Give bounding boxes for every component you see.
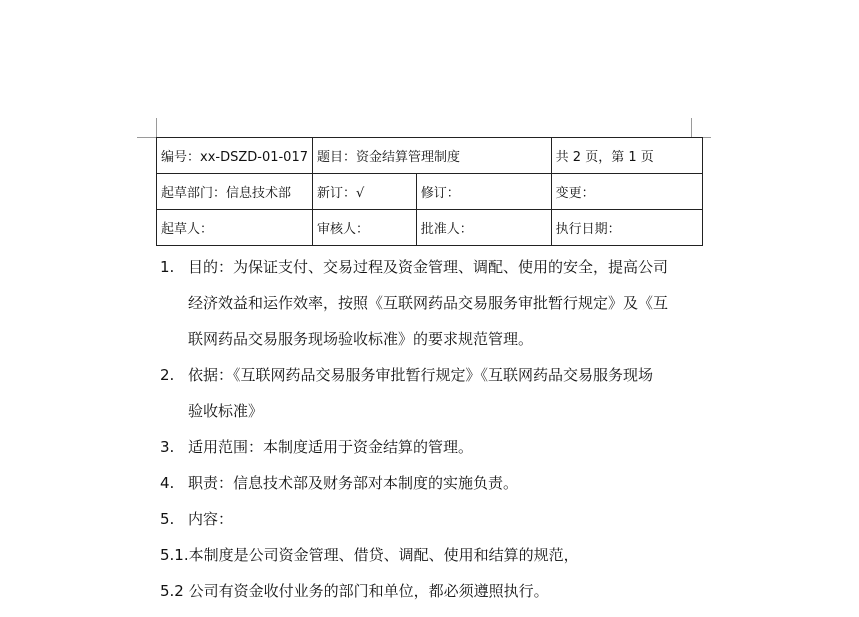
header-row-1: [157, 138, 703, 174]
item-text: 目的：为保证支付、交易过程及资金管理、调配、使用的安全，提高公司: [188, 258, 669, 276]
page-count-cell: 共 2 页，第 1 页: [551, 138, 702, 174]
item-number: 2.: [160, 366, 175, 384]
reviewer-cell: 审核人：: [313, 210, 417, 246]
paragraph-3: [160, 432, 720, 468]
item-number: 5.: [160, 510, 175, 528]
paragraph-5-1: 5.1.本制度是公司资金管理、借贷、调配、使用和结算的规范，: [160, 546, 579, 564]
item-text: 依据：《互联网药品交易服务审批暂行规定》《互联网药品交易服务现场: [188, 366, 654, 384]
paragraph-4: [160, 468, 720, 504]
exec-date-cell: 执行日期：: [551, 210, 702, 246]
crop-mark-left-vertical: [156, 118, 157, 137]
paragraph-5: [160, 504, 720, 540]
paragraph-1-line-1: [160, 252, 720, 288]
document-header-table: [156, 137, 703, 246]
item-text: 适用范围：本制度适用于资金结算的管理。: [188, 438, 474, 456]
item-number: 4.: [160, 474, 175, 492]
doc-title-cell: 题目：资金结算管理制度: [313, 138, 552, 174]
paragraph-2-line-1: [160, 360, 720, 396]
change-cell: 变更：: [551, 174, 702, 210]
header-row-3: [157, 210, 703, 246]
document-body: [160, 252, 720, 612]
crop-mark-left-horizontal: [137, 137, 156, 138]
paragraph-5-2: 5.2 公司有资金收付业务的部门和单位，都必须遵照执行。: [160, 582, 549, 600]
crop-mark-right-vertical: [691, 118, 692, 137]
item-number: 1.: [160, 258, 175, 276]
paragraph-2-line-2: 验收标准》: [188, 402, 264, 420]
item-text: 职责：信息技术部及财务部对本制度的实施负责。: [188, 474, 519, 492]
approver-cell: 批准人：: [416, 210, 551, 246]
drafter-cell: 起草人：: [157, 210, 313, 246]
revise-cell: 修订：: [416, 174, 551, 210]
header-row-2: [157, 174, 703, 210]
new-order-cell: 新订：√: [313, 174, 417, 210]
paragraph-1-line-3: 联网药品交易服务现场验收标准》的要求规范管理。: [188, 330, 534, 348]
doc-code-cell: 编号：xx-DSZD-01-017: [157, 138, 313, 174]
draft-dept-cell: 起草部门：信息技术部: [157, 174, 313, 210]
item-number: 3.: [160, 438, 175, 456]
paragraph-1-line-2: 经济效益和运作效率，按照《互联网药品交易服务审批暂行规定》及《互: [188, 294, 669, 312]
item-text: 内容：: [188, 510, 234, 528]
